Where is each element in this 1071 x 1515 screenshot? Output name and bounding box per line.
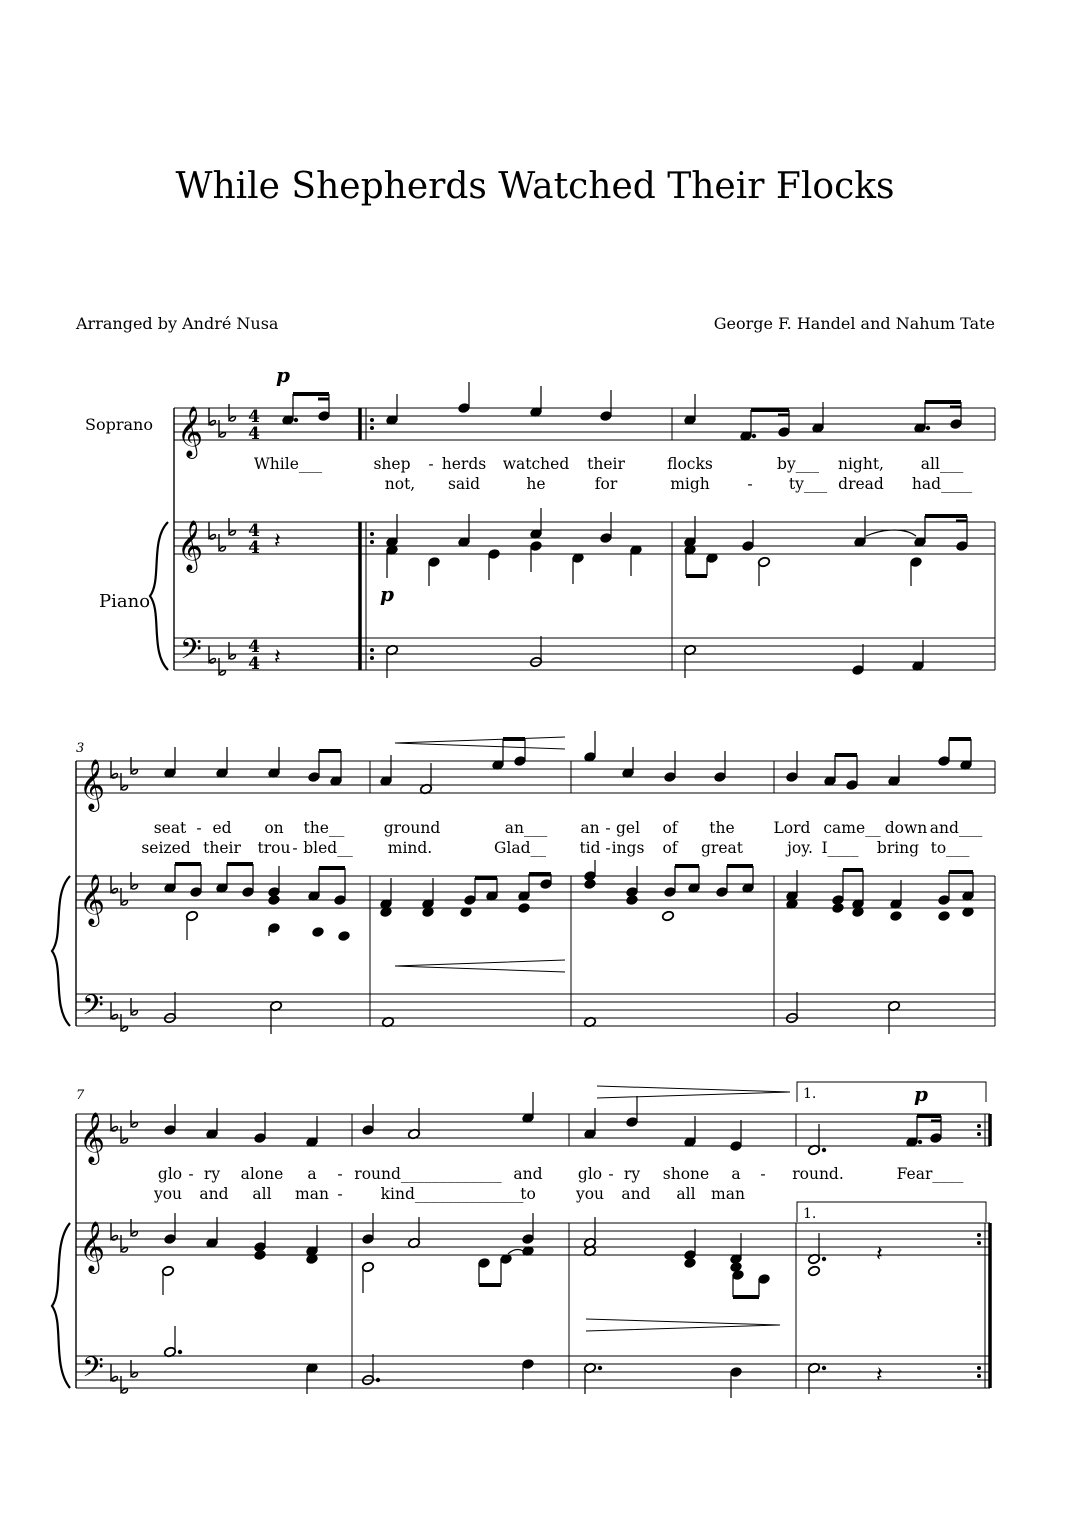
lyric-syllable: - — [292, 839, 298, 857]
piano-bass-staff-3 — [76, 1356, 990, 1388]
piano-brace-2 — [52, 876, 70, 1026]
time-signature-bottom: 4 — [248, 538, 260, 558]
lyric-syllable: - — [608, 1165, 614, 1183]
lyric-syllable: to — [520, 1185, 536, 1203]
arranger-credit: Arranged by André Nusa — [76, 314, 279, 333]
lyric-syllable: shep — [373, 455, 411, 473]
key-signature-icon — [209, 404, 236, 675]
lyric-syllable: you — [575, 1185, 605, 1203]
lyric-syllable: ry — [623, 1165, 641, 1183]
treble-clef-icon: 𝄞 — [79, 759, 106, 810]
lyric-syllable: - — [747, 475, 753, 493]
svg-text:𝄽: 𝄽 — [876, 1363, 883, 1388]
lyric-syllable: - — [337, 1165, 343, 1183]
piano-brace-3 — [52, 1223, 70, 1388]
lyrics-verse-1-system-1 — [254, 455, 964, 473]
repeat-end-dots — [977, 1124, 981, 1378]
lyric-syllable: had____ — [911, 475, 973, 493]
measure-number: 3 — [76, 741, 85, 756]
dynamic-piano-marking: p — [914, 1082, 928, 1106]
lyrics-verse-1-system-2 — [154, 819, 983, 837]
lyric-syllable: by___ — [777, 455, 819, 473]
lyrics-verse-1-system-3 — [158, 1165, 964, 1183]
piano-bass-notes-3 — [164, 1326, 883, 1398]
lyric-syllable: ground — [383, 819, 441, 837]
lyric-syllable: - — [337, 1185, 343, 1203]
composer-credit: George F. Handel and Nahum Tate — [713, 314, 995, 333]
lyric-syllable: their — [203, 839, 241, 857]
lyric-syllable: bring — [876, 839, 920, 857]
svg-text:𝄽: 𝄽 — [876, 1242, 883, 1267]
score-title: While Shepherds Watched Their Flocks — [175, 166, 895, 207]
lyric-syllable: seized — [141, 839, 191, 857]
lyric-syllable: dread — [838, 475, 884, 493]
lyric-syllable: and — [621, 1185, 651, 1203]
lyric-syllable: kind______________ — [380, 1185, 524, 1203]
lyric-syllable: - — [605, 839, 611, 857]
lyric-syllable: he — [526, 475, 546, 493]
lyric-syllable: Fear____ — [896, 1165, 964, 1183]
lyric-syllable: down — [884, 819, 928, 837]
lyric-syllable: bled__ — [303, 839, 353, 857]
dynamic-piano-marking: p — [276, 363, 290, 387]
lyric-syllable: man — [295, 1185, 329, 1203]
lyric-syllable: - — [188, 1165, 194, 1183]
lyric-syllable: round. — [792, 1165, 844, 1183]
system-3 — [52, 1114, 990, 1388]
lyric-syllable: to___ — [930, 839, 970, 857]
lyric-syllable: all — [252, 1185, 272, 1203]
time-signature-top: 4 — [248, 637, 260, 657]
treble-clef-icon: 𝄞 — [79, 1221, 106, 1272]
lyric-syllable: said — [447, 475, 481, 493]
treble-clef-icon: 𝄞 — [177, 520, 204, 571]
lyric-syllable: herds — [441, 455, 487, 473]
first-ending-bracket — [797, 1082, 986, 1222]
lyric-syllable: an — [580, 819, 600, 837]
lyric-syllable: joy. — [787, 839, 813, 857]
lyric-syllable: for — [594, 475, 618, 493]
dynamic-piano-marking: p — [380, 582, 394, 606]
lyric-syllable: seat — [153, 819, 187, 837]
lyric-syllable: - — [428, 455, 434, 473]
treble-clef-icon: 𝄞 — [79, 874, 106, 925]
lyric-syllable: a — [731, 1165, 741, 1183]
lyric-syllable: gel — [615, 819, 641, 837]
lyric-syllable: trou — [257, 839, 291, 857]
bass-clef-icon: 𝄢 — [180, 633, 202, 673]
soprano-staff-1 — [174, 408, 995, 440]
lyric-syllable: mind. — [387, 839, 433, 857]
bass-clef-icon: 𝄢 — [82, 989, 104, 1029]
soprano-notes-1 — [282, 382, 962, 441]
lyric-syllable: I____ — [821, 839, 859, 857]
lyric-syllable: night, — [837, 455, 885, 473]
piano-brace-1 — [150, 522, 168, 670]
time-signature-top: 4 — [248, 521, 260, 541]
lyric-syllable: and — [513, 1165, 543, 1183]
piano-instrument-label: Piano — [99, 591, 151, 612]
lyric-syllable: on — [264, 819, 284, 837]
lyric-syllable: glo — [157, 1165, 183, 1183]
piano-bass-staff-2 — [76, 994, 995, 1026]
lyric-syllable: an___ — [504, 819, 548, 837]
time-signature-top: 4 — [248, 407, 260, 427]
lyric-syllable: shone — [662, 1165, 710, 1183]
time-signature-bottom: 4 — [248, 654, 260, 674]
measure-number: 7 — [76, 1088, 85, 1103]
first-ending-label: 1. — [803, 1086, 817, 1102]
lyric-syllable: you — [153, 1185, 183, 1203]
first-ending-label: 1. — [803, 1206, 817, 1222]
treble-clef-icon: 𝄞 — [177, 406, 204, 457]
lyric-syllable: came__ — [823, 819, 881, 837]
lyric-syllable: migh — [670, 475, 710, 493]
lyric-syllable: not, — [384, 475, 416, 493]
lyric-syllable: a — [307, 1165, 317, 1183]
lyric-syllable: ty___ — [788, 475, 828, 493]
lyric-syllable: the — [709, 819, 735, 837]
lyric-syllable: round_____________ — [354, 1165, 502, 1183]
lyric-syllable: - — [760, 1165, 766, 1183]
lyric-syllable: glo — [577, 1165, 603, 1183]
piano-treble-staff-1 — [174, 522, 995, 554]
lyric-syllable: tid — [579, 839, 601, 857]
svg-text:𝄽: 𝄽 — [274, 645, 281, 670]
soprano-instrument-label: Soprano — [85, 415, 153, 434]
bass-clef-icon: 𝄢 — [82, 1351, 104, 1391]
lyric-syllable: of — [662, 839, 678, 857]
lyric-syllable: - — [605, 819, 611, 837]
lyric-syllable: all___ — [920, 455, 964, 473]
lyric-syllable: and — [199, 1185, 229, 1203]
lyric-syllable: flocks — [667, 455, 713, 473]
lyrics-verse-2-system-2 — [141, 839, 969, 857]
lyric-syllable: alone — [240, 1165, 284, 1183]
key-signature-icon — [111, 757, 138, 1031]
time-signature-bottom: 4 — [248, 424, 260, 444]
lyric-syllable: of — [662, 819, 678, 837]
lyric-syllable: watched — [502, 455, 570, 473]
piano-treble-notes-2 — [164, 860, 974, 941]
lyrics-verse-2-system-3 — [153, 1185, 745, 1203]
lyric-syllable: ry — [203, 1165, 221, 1183]
lyrics-verse-2-system-1 — [385, 475, 973, 493]
lyric-syllable: ings — [611, 839, 645, 857]
lyric-syllable: their — [587, 455, 625, 473]
key-signature-icon — [111, 1110, 138, 1393]
lyric-syllable: Lord — [773, 819, 811, 837]
lyric-syllable: - — [196, 819, 202, 837]
piano-bass-staff-1 — [174, 638, 995, 670]
lyric-syllable: great — [701, 839, 743, 857]
lyric-syllable: and___ — [929, 819, 983, 837]
treble-clef-icon: 𝄞 — [79, 1112, 106, 1163]
lyric-syllable: While___ — [253, 455, 323, 473]
lyric-syllable: ed — [212, 819, 232, 837]
lyric-syllable: all — [676, 1185, 696, 1203]
lyric-syllable: the__ — [303, 819, 345, 837]
piano-bass-notes-2 — [164, 992, 901, 1034]
svg-text:𝄽: 𝄽 — [274, 529, 281, 554]
lyric-syllable: Glad__ — [493, 839, 547, 857]
lyric-syllable: man — [711, 1185, 745, 1203]
piano-treble-notes-1 — [274, 508, 968, 586]
